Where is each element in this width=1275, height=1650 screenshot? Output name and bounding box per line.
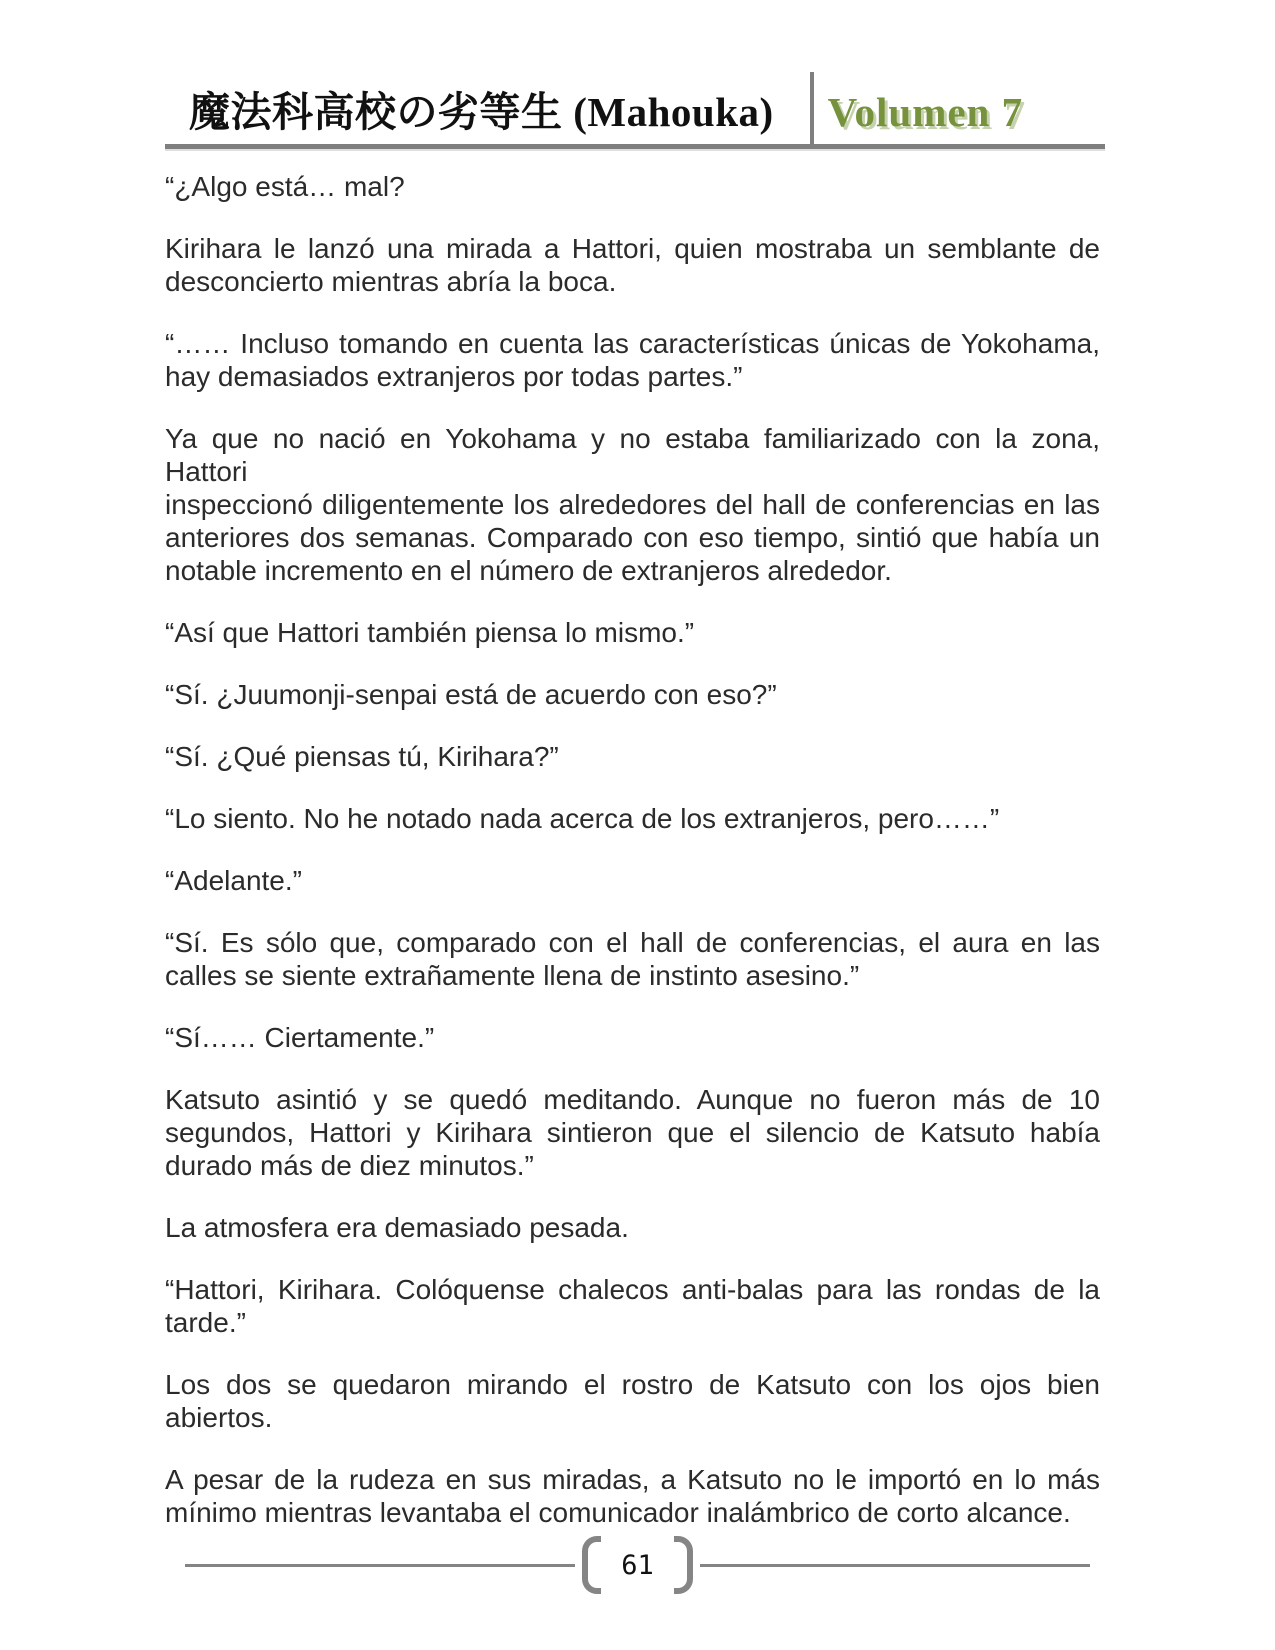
text-line: “Sí…… Ciertamente.” [165,1022,435,1053]
text-line: “Así que Hattori también piensa lo mismo.” [165,617,695,648]
volume-label: Volumen 7 [827,88,1024,135]
paragraph [165,1083,1100,1182]
paragraph [165,740,1100,773]
paragraph [165,422,1100,587]
text-line: segundos, Hattori y Kirihara sintieron que el silencio de Katsuto había [165,1117,1100,1148]
text-line: tarde.” [165,1307,246,1338]
page-number: 61 [621,1549,654,1581]
paragraph [165,678,1100,711]
paragraph [165,1021,1100,1054]
text-line: La atmosfera era demasiado pesada. [165,1212,629,1243]
page-footer [185,1536,1090,1594]
text-line: hay demasiados extranjeros por todas partes.” [165,361,743,392]
text-line: mínimo mientras levantaba el comunicador inalámbrico de corto alcance. [165,1497,1071,1528]
text-line: “…… Incluso tomando en cuenta las características únicas de Yokohama, [165,328,1100,359]
text-line: notable incremento en el número de extranjeros alrededor. [165,555,892,586]
text-line: Katsuto asintió y se quedó meditando. Aunque no fueron más de 10 [165,1084,1100,1115]
paragraph [165,802,1100,835]
text-line: Kirihara le lanzó una mirada a Hattori, quien mostraba un semblante de [165,233,1100,264]
text-line: “¿Algo está… mal? [165,171,405,202]
text-line: abiertos. [165,1402,273,1433]
text-line: “Adelante.” [165,865,302,896]
page-number-bracket-left-icon [582,1536,601,1594]
paragraph [165,327,1100,393]
paragraph [165,864,1100,897]
text-line: Ya que no nació en Yokohama y no estaba familiarizado con la zona, Hattori [165,423,1100,487]
paragraph [165,170,1100,203]
paragraph [165,1463,1100,1529]
paragraph [165,1211,1100,1244]
text-line: “Sí. Es sólo que, comparado con el hall de conferencias, el aura en las [165,927,1100,958]
paragraph [165,1273,1100,1339]
paragraph [165,616,1100,649]
page-header [165,72,1105,144]
text-line: inspeccionó diligentemente los alrededores del hall de conferencias en las [165,489,1100,520]
text-line: “Lo siento. No he notado nada acerca de los extranjeros, pero……” [165,803,1000,834]
text-line: durado más de diez minutos.” [165,1150,534,1181]
page-number-bracket-right-icon [674,1536,693,1594]
text-line: calles se siente extrañamente llena de instinto asesino.” [165,960,860,991]
footer-rule-left [185,1564,575,1567]
text-line: “Hattori, Kirihara. Colóquense chalecos anti-balas para las rondas de la [165,1274,1100,1305]
text-line: A pesar de la rudeza en sus miradas, a Katsuto no le importó en lo más [165,1464,1100,1495]
text-line: desconcierto mientras abría la boca. [165,266,617,297]
text-line: Los dos se quedaron mirando el rostro de Katsuto con los ojos bien [165,1369,1100,1400]
paragraph [165,232,1100,298]
paragraph [165,1368,1100,1434]
footer-rule-right [700,1564,1090,1567]
paragraph [165,926,1100,992]
page-body-text [165,149,1100,1529]
header-divider-bar [810,72,814,144]
text-line: anteriores dos semanas. Comparado con eso tiempo, sintió que había un [165,522,1100,553]
text-line: “Sí. ¿Qué piensas tú, Kirihara?” [165,741,559,772]
text-line: “Sí. ¿Juumonji-senpai está de acuerdo con eso?” [165,679,777,710]
book-title: 魔法科高校の劣等生 (Mahouka) [189,88,774,135]
page [165,0,1105,1529]
